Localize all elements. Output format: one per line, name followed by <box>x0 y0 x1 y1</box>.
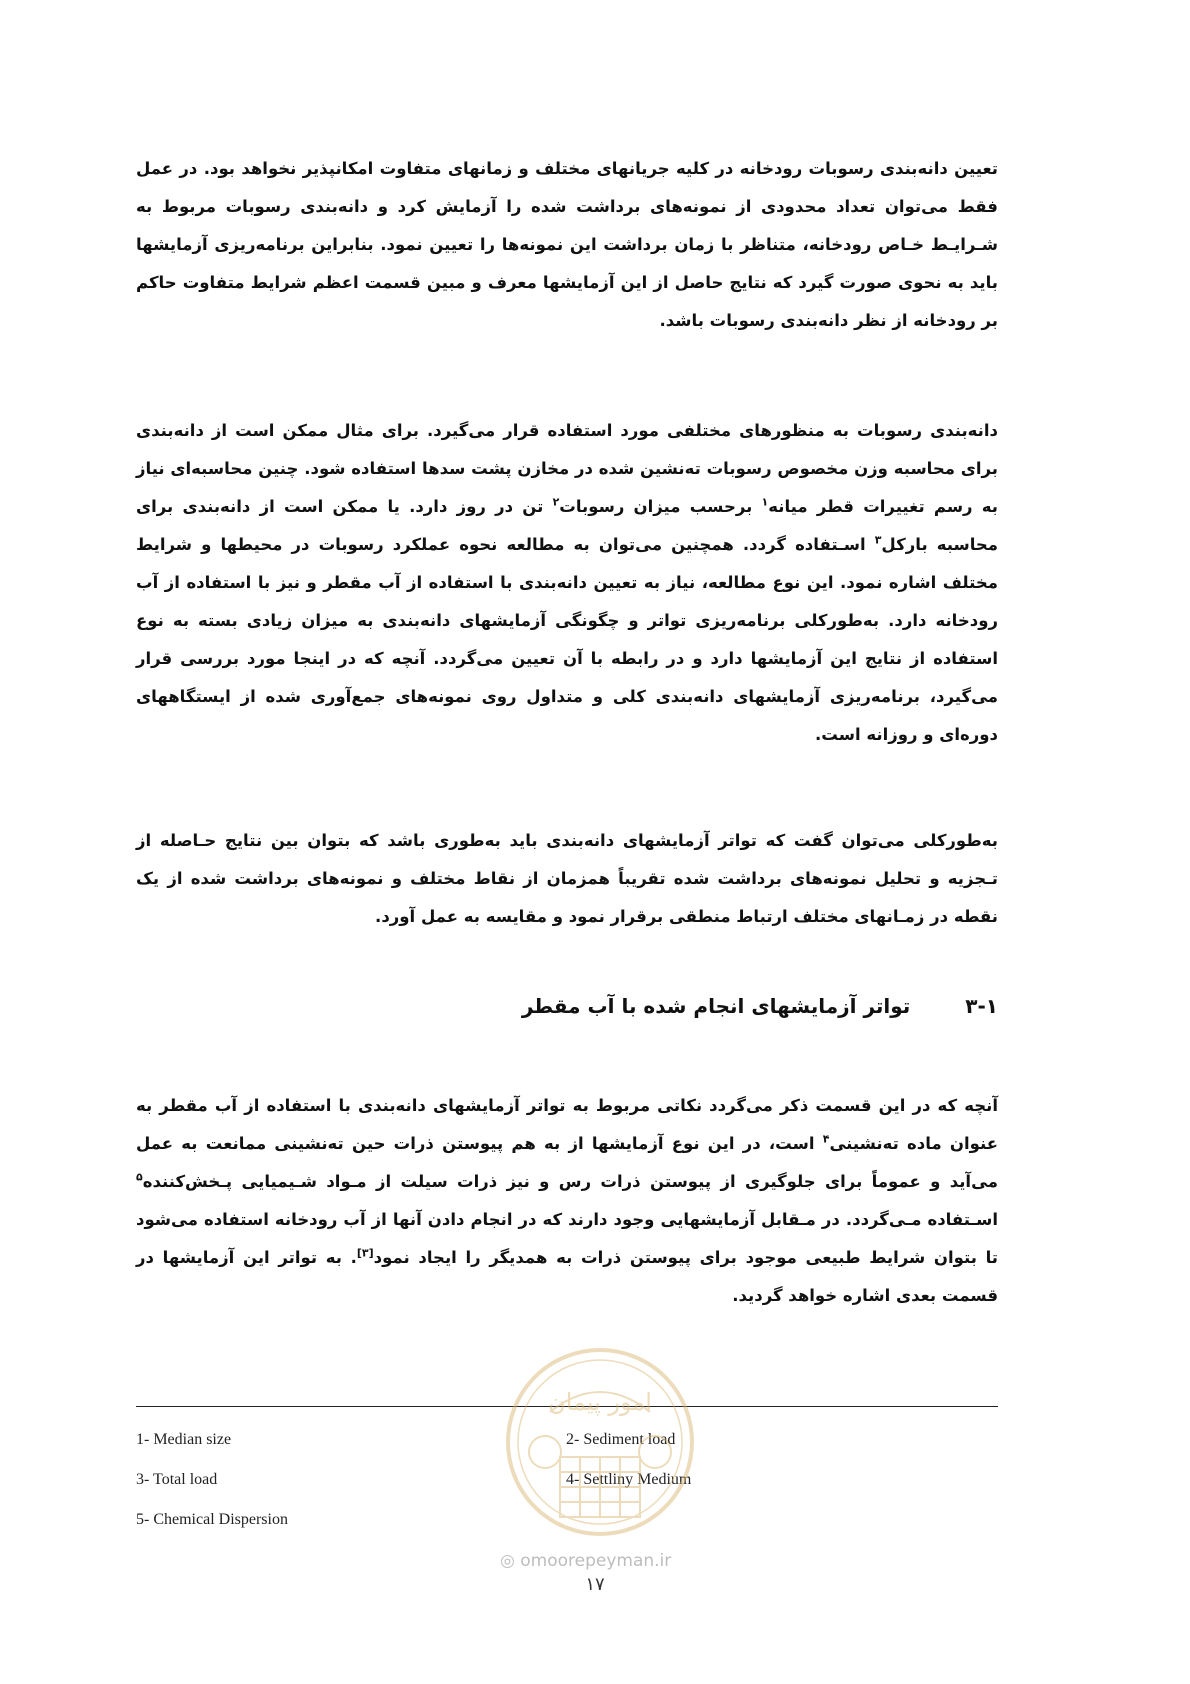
paragraph-text: . به تواتر این آزمایشها در قسمت بعدی اشاره خواهد گردید. <box>136 1248 998 1305</box>
paragraph-text: آنچه که در این قسمت ذکر می‌گردد نکاتی مربوط به تواتر آزمایشهای دانه‌بندی با استفاده از آب مقطر به عنوان ماده ته‌نشینی <box>136 1096 998 1153</box>
paragraph-1 <box>136 150 998 340</box>
section-number: ۳-۱ <box>965 994 998 1018</box>
watermark-site-text: omoorepeyman.ir <box>520 1551 672 1571</box>
paragraph-text: به‌طورکلی می‌توان گفت که تواتر آزمایشهای دانه‌بندی باید به‌طوری باشد که بتوان بین نتایج حـاصله از تـجزیه و تحلیل نمونه‌های برداشت شده تقریباً همزمان از نقاط مختلف و نمونه‌های برداشت شده از یک نقطه در زمـانهای مختلف ارتباط منطقی برقرار نمود و مقایسه به عمل آورد. <box>136 831 998 926</box>
paragraph-text: تعیین دانه‌بندی رسوبات رودخانه در کلیه جریانهای مختلف و زمانهای متفاوت امکانپذیر نخواهد بود. در عمل فقط می‌توان تعداد محدودی از نمونه‌های برداشت شده را آزمایش کرد و دانه‌بندی رسوبات مربوط به شـرایـط خـاص رودخانه، متناظر با زمان برداشت این نمونه‌ها را تعیین نمود. بنابراین برنامه‌ریزی آزمایشها باید به نحوی صورت گیرد که نتایج حاصل از این آزمایشها معرف و مبین قسمت اعظم شرایط متفاوت حاکم بر رودخانه از نظر دانه‌بندی رسوبات باشد. <box>136 159 998 330</box>
footnote-1: 1- Median size <box>136 1431 232 1448</box>
footnote-3: 3- Total load <box>136 1471 218 1488</box>
paragraph-text: اسـتفاده گردد. همچنین می‌توان به مطالعه نحوه عملکرد رسوبات در محیطها و شرایط مختلف اشاره نمود. این نوع مطالعه، نیاز به تعیین دانه‌بندی با استفاده از آب مقطر و نیز با استفاده از آب رودخانه دارد. به‌طورکلی برنامه‌ریزی تواتر و چگونگی آزمایشهای دانه‌بندی به میزان زیادی بسته به نوع استفاده از نتایج این آزمایشها دارد و در رابطه با آن تعیین می‌گردد. آنچه که در اینجا مورد بررسی قرار می‌گیرد، برنامه‌ریزی آزمایشهای دانه‌بندی کلی و متداول روی نمونه‌های جمع‌آوری شده از ایستگاههای دوره‌ای و روزانه است. <box>136 535 998 744</box>
paragraph-text: اسـتفاده مـی‌گردد. در مـقابل آزمایشهایی وجود دارند که در انجام دادن آنها از آب رودخانه استفاده می‌شود تا بتوان شرایط طبیعی موجود برای پیوستن ذرات به همدیگر را ایجاد نمود <box>136 1210 999 1267</box>
paragraph-4 <box>136 1087 998 1315</box>
paragraph-text: است، در این نوع آزمایشها از به هم پیوستن ذرات حین ته‌نشینی ممانعت به عمل می‌آید و عموماً برای جلوگیری از پیوستن ذرات رس و نیز ذرات سیلت از مـواد شـیمیایی پـخش‌کننده <box>136 1134 998 1191</box>
globe-icon: ◎ <box>500 1551 515 1571</box>
watermark-site <box>500 1551 671 1571</box>
footnote-marker: ۱ <box>761 495 769 509</box>
footnote-2: 2- Sediment load <box>566 1431 676 1448</box>
section-heading <box>136 994 1002 1018</box>
footnote-marker: ۲ <box>552 495 560 509</box>
watermark-logo-text: امور پیمان <box>548 1388 652 1416</box>
paragraph-3 <box>136 822 998 936</box>
footnote-5: 5- Chemical Dispersion <box>136 1511 288 1528</box>
footnote-marker: ۵ <box>136 1170 143 1184</box>
paragraph-2 <box>136 412 998 754</box>
watermark-logo <box>490 1342 710 1542</box>
footnote-marker: [۳] <box>356 1246 374 1260</box>
paragraph-text: دانه‌بندی رسوبات به منظورهای مختلفی مورد استفاده قرار می‌گیرد. برای مثال ممکن است از دانه‌بندی برای محاسبه وزن مخصوص رسوبات ته‌نشین شده در مخازن پشت سدها استفاده شود. چنین محاسبه‌ای نیاز به رسم تغییرات قطر میانه <box>136 421 998 516</box>
section-title: تواتر آزمایشهای انجام شده با آب مقطر <box>521 994 911 1018</box>
paragraph-text: برحسب میزان رسوبات <box>559 497 762 516</box>
page-number: ۱۷ <box>585 1574 605 1595</box>
paragraph-text: تن در روز دارد. یا ممکن است از دانه‌بندی برای محاسبه بارکل <box>136 497 998 554</box>
footnote-4: 4- Settliny Medium <box>566 1471 692 1488</box>
footnote-marker: ۳ <box>874 533 882 547</box>
footnote-marker: ۴ <box>822 1132 830 1146</box>
